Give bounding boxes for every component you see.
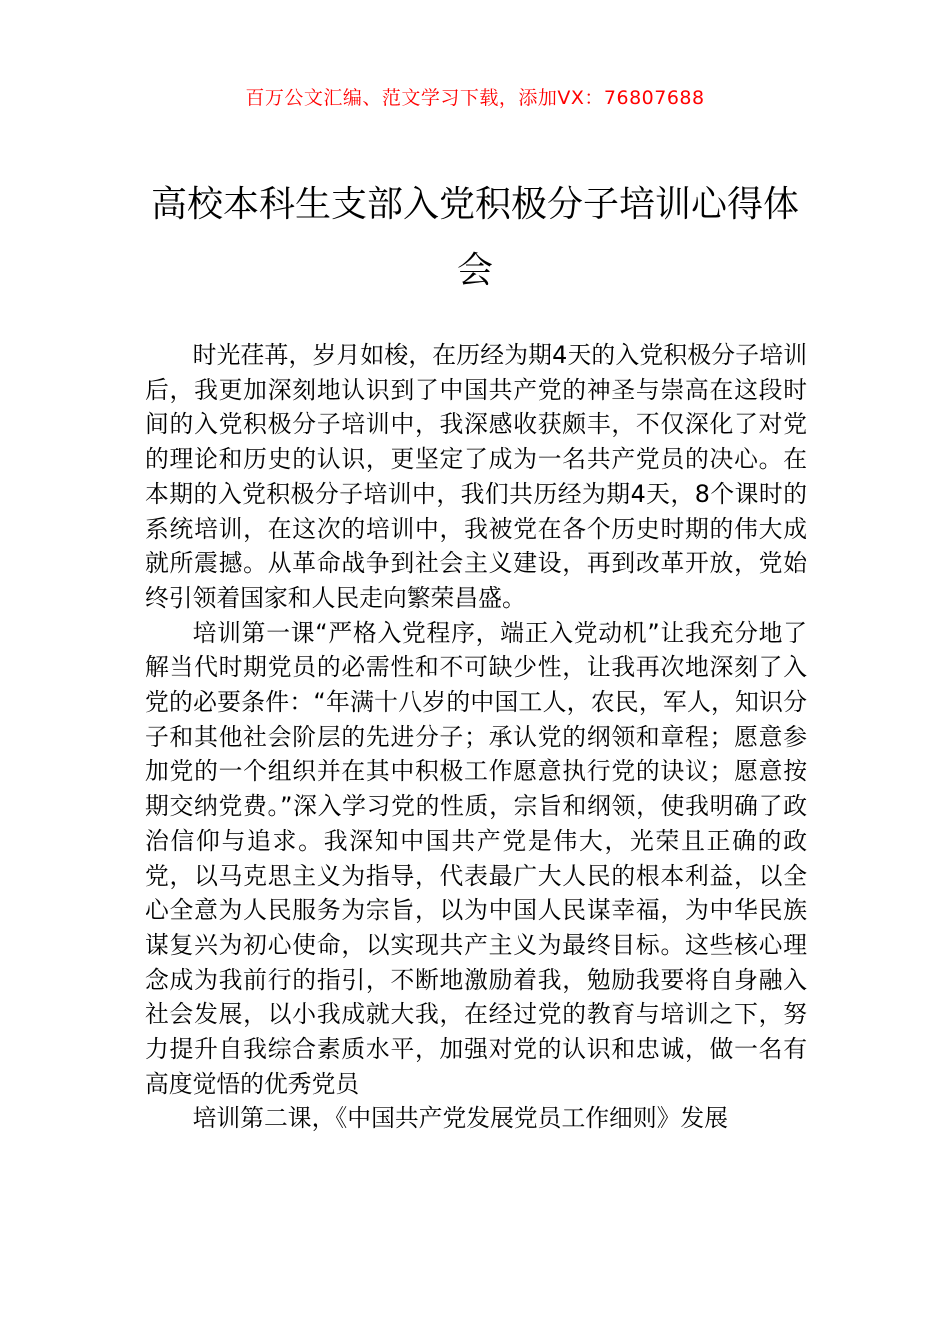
document-title: 高校本科生支部入党积极分子培训心得体会: [150, 184, 799, 291]
header-note: 百万公文汇编、范文学习下载，添加VX：76807688: [245, 87, 705, 109]
paragraph: 培训第一课“严格入党程序，端正入党动机”让我充分地了解当代时期党员的必需性和不可缺少性，让我再次地深刻了入党的必要条件：“年满十八岁的中国工人，农民，军人，知识分子和其他社会阶层的先进分子；承认党的纲领和章程；愿意参加党的一个组织并在其中积极工作愿意执行党的诀议；愿意按期交纳党费。”深入学习党的性质，宗旨和纲领，使我明确了政治信仰与追求。我深知中国共产党是伟大，光荣且正确的政党，以马克思主义为指导，代表最广大人民的根本利益，以全心全意为人民服务为宗旨，以为中国人民谋幸福，为中华民族谋复兴为初心使命，以实现共产主义为最终目标。这些核心理念成为我前行的指引，不断地激励着我，勉励我要将自身融入社会发展，以小我成就大我，在经过党的教育与培训之下，努力提升自我综合素质水平，加强对党的认识和忠诚，做一名有高度觉悟的优秀党员: [145, 618, 807, 1098]
document-body: [145, 338, 807, 1136]
paragraph: 培训第二课，《中国共产党发展党员工作细则》发展: [192, 1104, 729, 1133]
paragraph: 时光荏苒，岁月如梭，在历经为期4天的入党积极分子培训后，我更加深刻地认识到了中国共产党的神圣与崇高在这段时间的入党积极分子培训中，我深感收获颇丰，不仅深化了对党的理论和历史的认识，更坚定了成为一名共产党员的决心。在本期的入党积极分子培训中，我们共历经为期4天，8个课时的系统培训，在这次的培训中，我被党在各个历史时期的伟大成就所震撼。从革命战争到社会主义建设，再到改革开放，党始终引领着国家和人民走向繁荣昌盛。: [145, 341, 807, 612]
